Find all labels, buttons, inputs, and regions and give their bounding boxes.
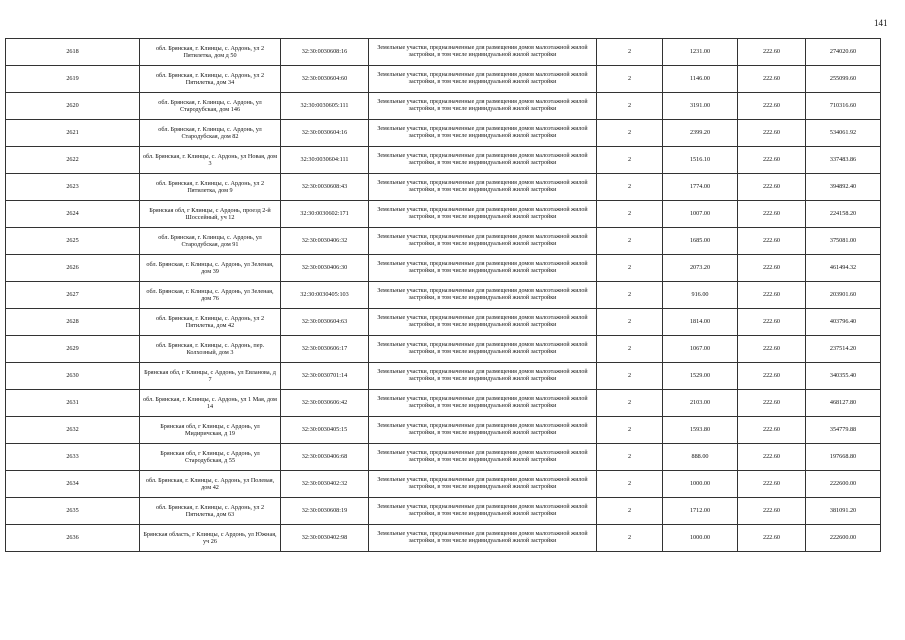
table-row xyxy=(6,147,881,174)
address-cell: обл. Брянская, г. Клинцы, с. Ардонь, ул 2 Пятилетка, дом 42 xyxy=(140,309,281,336)
row-number-cell: 2630 xyxy=(6,363,140,390)
specific-value-cell: 222.60 xyxy=(738,282,806,309)
area-cell: 1231.00 xyxy=(663,39,738,66)
cadastral-number-cell: 32:30:0030602:171 xyxy=(281,201,369,228)
table-row xyxy=(6,255,881,282)
table-row xyxy=(6,390,881,417)
cadastral-value-cell: 381091.20 xyxy=(806,498,881,525)
specific-value-cell: 222.60 xyxy=(738,498,806,525)
row-number-cell: 2632 xyxy=(6,417,140,444)
row-number-cell: 2621 xyxy=(6,120,140,147)
group-cell: 2 xyxy=(597,498,663,525)
cadastral-number-cell: 32:30:0030701:14 xyxy=(281,363,369,390)
row-number-cell: 2624 xyxy=(6,201,140,228)
specific-value-cell: 222.60 xyxy=(738,255,806,282)
row-number-cell: 2623 xyxy=(6,174,140,201)
area-cell: 1007.00 xyxy=(663,201,738,228)
address-cell: Брянская обл, г Клинцы, с Ардонь, проезд 2-й Шоссейный, уч 12 xyxy=(140,201,281,228)
group-cell: 2 xyxy=(597,309,663,336)
address-cell: обл. Брянская, г. Клинцы, с. Ардонь, ул 2 Пятилетка, дом 9 xyxy=(140,174,281,201)
address-cell: обл. Брянская, г. Клинцы, с. Ардонь, ул 2 Пятилетка, дом 63 xyxy=(140,498,281,525)
cadastral-value-cell: 468127.80 xyxy=(806,390,881,417)
cadastral-number-cell: 32:30:0030406:30 xyxy=(281,255,369,282)
specific-value-cell: 222.60 xyxy=(738,525,806,552)
cadastral-value-cell: 197668.80 xyxy=(806,444,881,471)
table-row xyxy=(6,309,881,336)
specific-value-cell: 222.60 xyxy=(738,417,806,444)
land-use-cell: Земельные участки, предназначенные для размещения домов малоэтажной жилой застройки, в том числе индивидуальной жилой застройки xyxy=(369,147,597,174)
address-cell: обл. Брянская, г. Клинцы, с. Ардонь, ул Новая, дом 3 xyxy=(140,147,281,174)
row-number-cell: 2627 xyxy=(6,282,140,309)
row-number-cell: 2618 xyxy=(6,39,140,66)
table-row xyxy=(6,174,881,201)
cadastral-number-cell: 32:30:0030604:16 xyxy=(281,120,369,147)
specific-value-cell: 222.60 xyxy=(738,309,806,336)
row-number-cell: 2634 xyxy=(6,471,140,498)
area-cell: 2073.20 xyxy=(663,255,738,282)
group-cell: 2 xyxy=(597,525,663,552)
cadastral-value-cell: 255099.60 xyxy=(806,66,881,93)
cadastral-number-cell: 32:30:0030402:32 xyxy=(281,471,369,498)
cadastral-number-cell: 32:30:0030606:17 xyxy=(281,336,369,363)
specific-value-cell: 222.60 xyxy=(738,174,806,201)
land-use-cell: Земельные участки, предназначенные для размещения домов малоэтажной жилой застройки, в том числе индивидуальной жилой застройки xyxy=(369,201,597,228)
cadastral-value-cell: 394892.40 xyxy=(806,174,881,201)
table-row xyxy=(6,282,881,309)
group-cell: 2 xyxy=(597,282,663,309)
land-use-cell: Земельные участки, предназначенные для размещения домов малоэтажной жилой застройки, в том числе индивидуальной жилой застройки xyxy=(369,336,597,363)
row-number-cell: 2620 xyxy=(6,93,140,120)
cadastral-number-cell: 32:30:0030606:42 xyxy=(281,390,369,417)
area-cell: 1067.00 xyxy=(663,336,738,363)
group-cell: 2 xyxy=(597,147,663,174)
land-use-cell: Земельные участки, предназначенные для размещения домов малоэтажной жилой застройки, в том числе индивидуальной жилой застройки xyxy=(369,525,597,552)
cadastral-number-cell: 32:30:0030608:19 xyxy=(281,498,369,525)
group-cell: 2 xyxy=(597,255,663,282)
land-use-cell: Земельные участки, предназначенные для размещения домов малоэтажной жилой застройки, в том числе индивидуальной жилой застройки xyxy=(369,255,597,282)
land-use-cell: Земельные участки, предназначенные для размещения домов малоэтажной жилой застройки, в том числе индивидуальной жилой застройки xyxy=(369,498,597,525)
table-row xyxy=(6,66,881,93)
table-row xyxy=(6,120,881,147)
group-cell: 2 xyxy=(597,417,663,444)
specific-value-cell: 222.60 xyxy=(738,39,806,66)
address-cell: Брянская обл, г Клинцы, с Ардонь, ул Евланова, д 7 xyxy=(140,363,281,390)
area-cell: 916.00 xyxy=(663,282,738,309)
area-cell: 3191.00 xyxy=(663,93,738,120)
cadastral-value-cell: 403796.40 xyxy=(806,309,881,336)
cadastral-value-table xyxy=(5,38,881,552)
table-body xyxy=(6,39,881,552)
address-cell: обл. Брянская, г. Клинцы, с. Ардонь, ул 2 Пятилетка, дом 34 xyxy=(140,66,281,93)
group-cell: 2 xyxy=(597,120,663,147)
area-cell: 1146.00 xyxy=(663,66,738,93)
area-cell: 1516.10 xyxy=(663,147,738,174)
table-row xyxy=(6,471,881,498)
cadastral-number-cell: 32:30:0030608:16 xyxy=(281,39,369,66)
cadastral-value-cell: 224158.20 xyxy=(806,201,881,228)
table-row xyxy=(6,444,881,471)
cadastral-number-cell: 32:30:0030405:103 xyxy=(281,282,369,309)
table-row xyxy=(6,228,881,255)
area-cell: 1712.00 xyxy=(663,498,738,525)
cadastral-value-cell: 354779.88 xyxy=(806,417,881,444)
specific-value-cell: 222.60 xyxy=(738,201,806,228)
row-number-cell: 2628 xyxy=(6,309,140,336)
row-number-cell: 2626 xyxy=(6,255,140,282)
specific-value-cell: 222.60 xyxy=(738,363,806,390)
land-use-cell: Земельные участки, предназначенные для размещения домов малоэтажной жилой застройки, в том числе индивидуальной жилой застройки xyxy=(369,363,597,390)
specific-value-cell: 222.60 xyxy=(738,444,806,471)
group-cell: 2 xyxy=(597,174,663,201)
address-cell: обл. Брянская, г. Клинцы, с. Ардонь, ул Полевая, дом 42 xyxy=(140,471,281,498)
land-use-cell: Земельные участки, предназначенные для размещения домов малоэтажной жилой застройки, в том числе индивидуальной жилой застройки xyxy=(369,471,597,498)
cadastral-number-cell: 32:30:0030605:111 xyxy=(281,93,369,120)
area-cell: 888.00 xyxy=(663,444,738,471)
row-number-cell: 2635 xyxy=(6,498,140,525)
area-cell: 1000.00 xyxy=(663,471,738,498)
cadastral-value-cell: 461494.32 xyxy=(806,255,881,282)
group-cell: 2 xyxy=(597,39,663,66)
cadastral-number-cell: 32:30:0030406:68 xyxy=(281,444,369,471)
land-use-cell: Земельные участки, предназначенные для размещения домов малоэтажной жилой застройки, в том числе индивидуальной жилой застройки xyxy=(369,282,597,309)
cadastral-value-cell: 222600.00 xyxy=(806,525,881,552)
cadastral-number-cell: 32:30:0030405:15 xyxy=(281,417,369,444)
table-row xyxy=(6,498,881,525)
land-use-cell: Земельные участки, предназначенные для размещения домов малоэтажной жилой застройки, в том числе индивидуальной жилой застройки xyxy=(369,390,597,417)
group-cell: 2 xyxy=(597,93,663,120)
group-cell: 2 xyxy=(597,66,663,93)
row-number-cell: 2631 xyxy=(6,390,140,417)
cadastral-value-cell: 337483.86 xyxy=(806,147,881,174)
address-cell: обл. Брянская, г. Клинцы, с. Ардонь, ул Стародубская, дом 146 xyxy=(140,93,281,120)
row-number-cell: 2619 xyxy=(6,66,140,93)
specific-value-cell: 222.60 xyxy=(738,336,806,363)
group-cell: 2 xyxy=(597,363,663,390)
specific-value-cell: 222.60 xyxy=(738,120,806,147)
table-row xyxy=(6,93,881,120)
row-number-cell: 2636 xyxy=(6,525,140,552)
specific-value-cell: 222.60 xyxy=(738,228,806,255)
group-cell: 2 xyxy=(597,390,663,417)
land-use-cell: Земельные участки, предназначенные для размещения домов малоэтажной жилой застройки, в том числе индивидуальной жилой застройки xyxy=(369,66,597,93)
table-row xyxy=(6,39,881,66)
row-number-cell: 2629 xyxy=(6,336,140,363)
cadastral-value-cell: 340355.40 xyxy=(806,363,881,390)
area-cell: 1774.00 xyxy=(663,174,738,201)
area-cell: 1529.00 xyxy=(663,363,738,390)
specific-value-cell: 222.60 xyxy=(738,147,806,174)
land-use-cell: Земельные участки, предназначенные для размещения домов малоэтажной жилой застройки, в том числе индивидуальной жилой застройки xyxy=(369,39,597,66)
area-cell: 2399.20 xyxy=(663,120,738,147)
area-cell: 1593.80 xyxy=(663,417,738,444)
address-cell: обл. Брянская, г. Клинцы, с. Ардонь, ул 1 Мая, дом 14 xyxy=(140,390,281,417)
specific-value-cell: 222.60 xyxy=(738,390,806,417)
area-cell: 1814.00 xyxy=(663,309,738,336)
group-cell: 2 xyxy=(597,444,663,471)
land-use-cell: Земельные участки, предназначенные для размещения домов малоэтажной жилой застройки, в том числе индивидуальной жилой застройки xyxy=(369,444,597,471)
land-use-cell: Земельные участки, предназначенные для размещения домов малоэтажной жилой застройки, в том числе индивидуальной жилой застройки xyxy=(369,93,597,120)
address-cell: обл. Брянская, г. Клинцы, с. Ардонь, пер. Колхозный, дом 3 xyxy=(140,336,281,363)
specific-value-cell: 222.60 xyxy=(738,66,806,93)
land-use-cell: Земельные участки, предназначенные для размещения домов малоэтажной жилой застройки, в том числе индивидуальной жилой застройки xyxy=(369,417,597,444)
table-row xyxy=(6,525,881,552)
specific-value-cell: 222.60 xyxy=(738,93,806,120)
address-cell: Брянская обл, г Клинцы, с Ардонь, ул Стародубская, д 55 xyxy=(140,444,281,471)
table-row xyxy=(6,417,881,444)
address-cell: обл. Брянская, г. Клинцы, с. Ардонь, ул Зеленая, дом 76 xyxy=(140,282,281,309)
area-cell: 1685.00 xyxy=(663,228,738,255)
group-cell: 2 xyxy=(597,228,663,255)
cadastral-number-cell: 32:30:0030406:32 xyxy=(281,228,369,255)
cadastral-value-cell: 222600.00 xyxy=(806,471,881,498)
table-row xyxy=(6,363,881,390)
land-use-cell: Земельные участки, предназначенные для размещения домов малоэтажной жилой застройки, в том числе индивидуальной жилой застройки xyxy=(369,228,597,255)
group-cell: 2 xyxy=(597,336,663,363)
cadastral-number-cell: 32:30:0030604:63 xyxy=(281,309,369,336)
land-use-cell: Земельные участки, предназначенные для размещения домов малоэтажной жилой застройки, в том числе индивидуальной жилой застройки xyxy=(369,120,597,147)
cadastral-value-cell: 534061.92 xyxy=(806,120,881,147)
cadastral-value-cell: 203901.60 xyxy=(806,282,881,309)
row-number-cell: 2625 xyxy=(6,228,140,255)
land-use-cell: Земельные участки, предназначенные для размещения домов малоэтажной жилой застройки, в том числе индивидуальной жилой застройки xyxy=(369,174,597,201)
cadastral-number-cell: 32:30:0030604:60 xyxy=(281,66,369,93)
address-cell: Брянская обл, г Клинцы, с Ардонь, ул Мидиричская, д 19 xyxy=(140,417,281,444)
cadastral-value-cell: 710316.60 xyxy=(806,93,881,120)
cadastral-number-cell: 32:30:0030608:43 xyxy=(281,174,369,201)
address-cell: обл. Брянская, г. Клинцы, с. Ардонь, ул Стародубская, дом 91 xyxy=(140,228,281,255)
address-cell: Брянская область, г Клинцы, с Ардонь, ул Южная, уч 26 xyxy=(140,525,281,552)
cadastral-number-cell: 32:30:0030402:98 xyxy=(281,525,369,552)
cadastral-number-cell: 32:30:0030604:111 xyxy=(281,147,369,174)
area-cell: 1000.00 xyxy=(663,525,738,552)
row-number-cell: 2622 xyxy=(6,147,140,174)
land-use-cell: Земельные участки, предназначенные для размещения домов малоэтажной жилой застройки, в том числе индивидуальной жилой застройки xyxy=(369,309,597,336)
group-cell: 2 xyxy=(597,471,663,498)
cadastral-value-cell: 237514.20 xyxy=(806,336,881,363)
cadastral-value-cell: 274020.60 xyxy=(806,39,881,66)
page-number: 141 xyxy=(874,18,888,28)
specific-value-cell: 222.60 xyxy=(738,471,806,498)
area-cell: 2103.00 xyxy=(663,390,738,417)
address-cell: обл. Брянская, г. Клинцы, с. Ардонь, ул 2 Пятилетка, дом д 50 xyxy=(140,39,281,66)
address-cell: обл. Брянская, г. Клинцы, с. Ардонь, ул Стародубская, дом 82 xyxy=(140,120,281,147)
cadastral-value-cell: 375081.00 xyxy=(806,228,881,255)
row-number-cell: 2633 xyxy=(6,444,140,471)
table-row xyxy=(6,336,881,363)
group-cell: 2 xyxy=(597,201,663,228)
address-cell: обл. Брянская, г. Клинцы, с. Ардонь, ул Зеленая, дом 39 xyxy=(140,255,281,282)
table-row xyxy=(6,201,881,228)
